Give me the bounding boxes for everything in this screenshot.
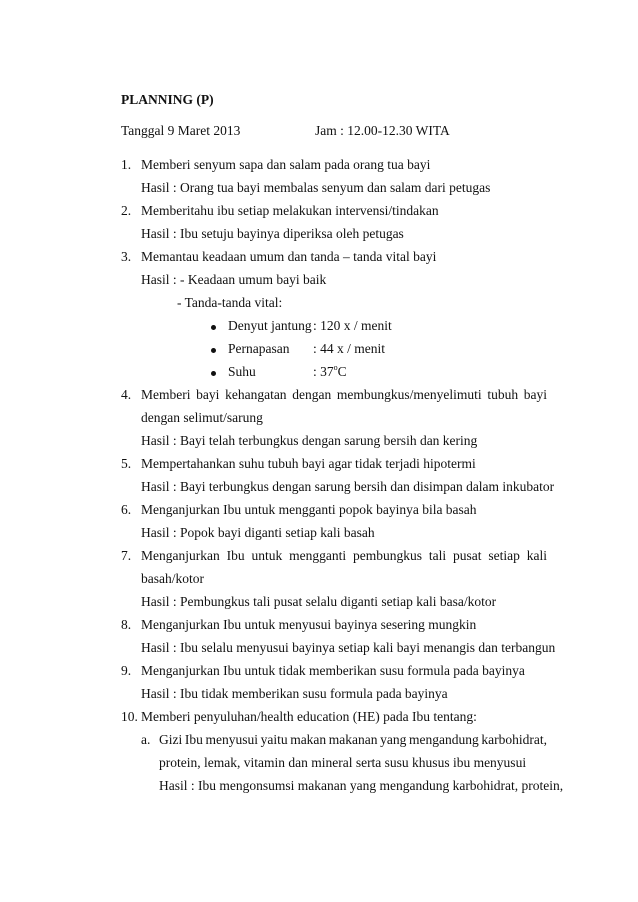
item-text <box>141 548 547 564</box>
item-result: Hasil : Popok bayi diganti setiap kali basah <box>141 525 375 540</box>
vital-label: Denyut jantung <box>228 318 312 333</box>
item-text: Menganjurkan Ibu untuk tidak memberikan susu formula pada bayinya <box>141 663 525 678</box>
item-number: 9. <box>121 663 132 678</box>
subitem-result: Hasil : Ibu mengonsumsi makanan yang mengandung karbohidrat, protein, <box>159 778 564 793</box>
bullet-icon <box>211 348 216 353</box>
bullet-icon <box>211 371 216 376</box>
item-text-continued: basah/kotor <box>141 571 204 586</box>
item-text: Memberi penyuluhan/health education (HE) pada Ibu tentang: <box>141 709 477 724</box>
item-number: 6. <box>121 502 132 517</box>
item-number: 1. <box>121 157 132 172</box>
item-result: Hasil : Orang tua bayi membalas senyum dan salam dari petugas <box>141 180 491 195</box>
item-result: Hasil : Ibu setuju bayinya diperiksa oleh petugas <box>141 226 404 241</box>
item-number: 5. <box>121 456 132 471</box>
item-text: Mempertahankan suhu tubuh bayi agar tidak terjadi hipotermi <box>141 456 476 471</box>
item-text <box>141 387 547 403</box>
time-text: Jam : 12.00-12.30 WITA <box>315 123 450 138</box>
date-text: Tanggal 9 Maret 2013 <box>121 123 241 138</box>
item-result: Hasil : Ibu selalu menyusui bayinya setiap kali bayi menangis dan terbangun <box>141 640 556 655</box>
subitem-letter: a. <box>141 732 151 747</box>
item-result: Hasil : - Keadaan umum bayi baik <box>141 272 327 287</box>
item-text: Memberitahu ibu setiap melakukan intervensi/tindakan <box>141 203 439 218</box>
item-number: 10. <box>121 709 138 724</box>
vital-value: : 44 x / menit <box>313 341 385 356</box>
vital-signs-heading: - Tanda-tanda vital: <box>177 295 283 310</box>
item-number: 2. <box>121 203 132 218</box>
item-text: Memantau keadaan umum dan tanda – tanda vital bayi <box>141 249 437 264</box>
item-text: Memberi senyum sapa dan salam pada orang tua bayi <box>141 157 431 172</box>
item-number: 8. <box>121 617 132 632</box>
vital-value: : 37$^o$C <box>313 363 347 379</box>
subitem-text-continued: protein, lemak, vitamin dan mineral serta susu khusus ibu menyusui <box>159 755 527 770</box>
vital-label: Pernapasan <box>228 341 290 356</box>
subitem-text <box>159 732 547 748</box>
vital-value: : 120 x / menit <box>313 318 392 333</box>
item-number: 3. <box>121 249 132 264</box>
item-number: 4. <box>121 387 132 402</box>
item-result: Hasil : Bayi terbungkus dengan sarung bersih dan disimpan dalam inkubator <box>141 479 555 494</box>
vital-label: Suhu <box>228 364 256 379</box>
subitem-text-justified: Gizi Ibu menyusui yaitu makan makanan yang mengandung karbohidrat, <box>159 732 547 747</box>
item-text-justified: Memberi bayi kehangatan dengan membungkus/menyelimuti tubuh bayi <box>141 387 547 402</box>
bullet-icon <box>211 325 216 330</box>
item-number: 7. <box>121 548 132 563</box>
item-text-justified: Menganjurkan Ibu untuk mengganti pembungkus tali pusat setiap kali <box>141 548 547 563</box>
page-title: PLANNING (P) <box>121 92 214 107</box>
item-result: Hasil : Pembungkus tali pusat selalu diganti setiap kali basa/kotor <box>141 594 497 609</box>
item-text-continued: dengan selimut/sarung <box>141 410 263 425</box>
item-result: Hasil : Ibu tidak memberikan susu formula pada bayinya <box>141 686 448 701</box>
item-result: Hasil : Bayi telah terbungkus dengan sarung bersih dan kering <box>141 433 478 448</box>
item-text: Menganjurkan Ibu untuk menyusui bayinya sesering mungkin <box>141 617 477 632</box>
item-text: Menganjurkan Ibu untuk mengganti popok bayinya bila basah <box>141 502 477 517</box>
